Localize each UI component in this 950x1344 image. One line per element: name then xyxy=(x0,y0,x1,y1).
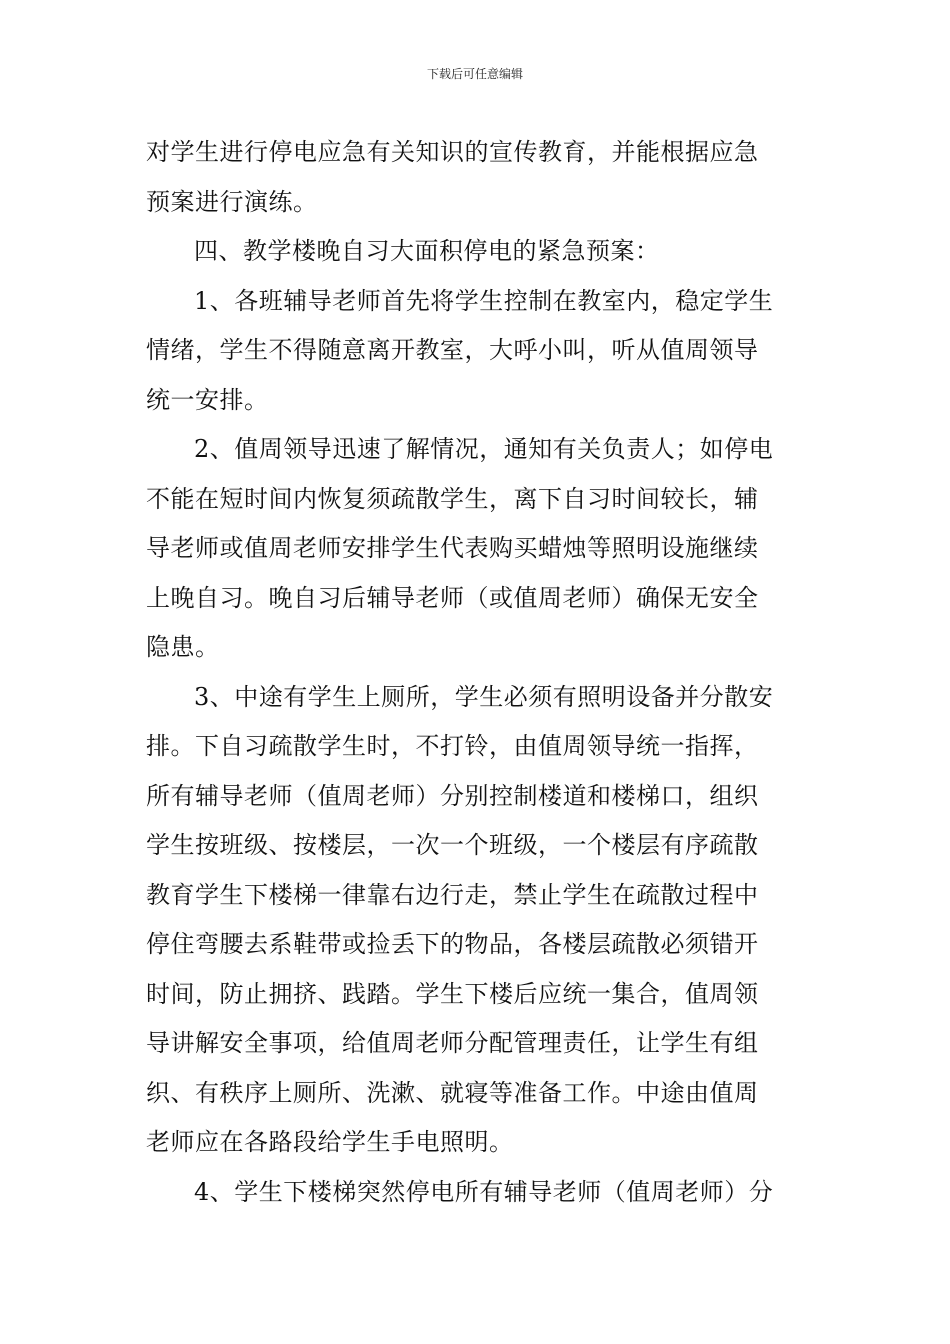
text-line: 织、有秩序上厕所、洗漱、就寝等准备工作。中途由值周 xyxy=(146,1078,759,1107)
text-line: 教育学生下楼梯一律靠右边行走，禁止学生在疏散过程中 xyxy=(146,880,759,909)
text-line: 隐患。 xyxy=(146,633,220,661)
text-line: 所有辅导老师（值周老师）分别控制楼道和楼梯口，组织 xyxy=(146,781,759,810)
page-header: 下载后可任意编辑 xyxy=(426,67,523,81)
text-line: 3、中途有学生上厕所，学生必须有照明设备并分散安 xyxy=(194,682,774,711)
text-line: 不能在短时间内恢复须疏散学生，离下自习时间较长，辅 xyxy=(146,484,759,513)
text-line: 排。下自习疏散学生时，不打铃，由值周领导统一指挥， xyxy=(146,732,759,760)
text-line: 2、值周领导迅速了解情况，通知有关负责人；如停电 xyxy=(194,435,774,463)
text-line: 学生按班级、按楼层，一次一个班级，一个楼层有序疏散 xyxy=(146,831,759,859)
text-line: 4、学生下楼梯突然停电所有辅导老师（值周老师）分 xyxy=(194,1177,774,1206)
text-line: 时间，防止拥挤、践踏。学生下楼后应统一集合，值周领 xyxy=(146,979,759,1008)
text-line: 统一安排。 xyxy=(146,385,269,414)
text-line: 导讲解安全事项，给值周老师分配管理责任，让学生有组 xyxy=(146,1029,759,1057)
text-line: 1、各班辅导老师首先将学生控制在教室内，稳定学生 xyxy=(194,286,774,315)
text-line: 预案进行演练。 xyxy=(146,187,318,216)
text-line: 停住弯腰去系鞋带或捡丢下的物品，各楼层疏散必须错开 xyxy=(146,930,759,958)
text-line: 对学生进行停电应急有关知识的宣传教育，并能根据应急 xyxy=(146,138,759,166)
section-heading: 四、教学楼晚自习大面积停电的紧急预案： xyxy=(194,237,660,265)
text-line: 导老师或值周老师安排学生代表购买蜡烛等照明设施继续 xyxy=(146,534,759,562)
text-line: 上晚自习。晚自习后辅导老师（或值周老师）确保无安全 xyxy=(146,583,759,612)
text-line: 情绪，学生不得随意离开教室，大呼小叫，听从值周领导 xyxy=(146,336,759,364)
document-body xyxy=(146,128,808,1217)
text-line: 老师应在各路段给学生手电照明。 xyxy=(146,1128,514,1156)
